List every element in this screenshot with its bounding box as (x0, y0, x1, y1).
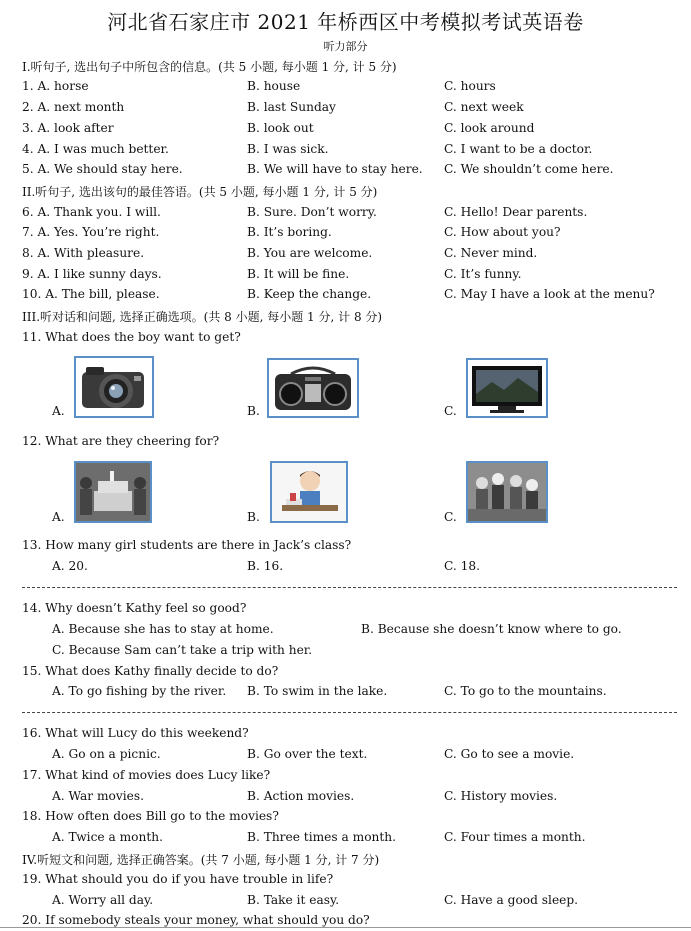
q17-option-b: B. Action movies. (247, 789, 355, 803)
dashed-divider (22, 712, 677, 713)
q17-question: 17. What kind of movies does Lucy like? (22, 768, 271, 782)
group-celebration-image (466, 461, 548, 523)
q12-option-c-label: C. (444, 510, 457, 524)
section-4-heading: IV.听短文和问题, 选择正确答案。(共 7 小题, 每小题 1 分, 计 7 分) (22, 853, 380, 867)
q8-option-a: 8. A. With pleasure. (22, 246, 145, 260)
section-3-heading: III.听对话和问题, 选择正确选项。(共 8 小题, 每小题 1 分, 计 8 分) (22, 310, 383, 324)
q18-option-c: C. Four times a month. (444, 830, 586, 844)
q2-option-a: 2. A. next month (22, 100, 125, 114)
q8-option-c: C. Never mind. (444, 246, 538, 260)
q14-option-c: C. Because Sam can’t take a trip with her. (52, 643, 313, 657)
cake-celebration-image (74, 461, 152, 523)
q16-option-a: A. Go on a picnic. (52, 747, 161, 761)
q13-question: 13. How many girl students are there in Jack’s class? (22, 538, 352, 552)
q13-option-b: B. 16. (247, 559, 284, 573)
q14-question: 14. Why doesn’t Kathy feel so good? (22, 601, 247, 615)
q19-option-b: B. Take it easy. (247, 893, 340, 907)
q12-option-a-label: A. (52, 510, 65, 524)
section-2-heading: II.听句子, 选出该句的最佳答语。(共 5 小题, 每小题 1 分, 计 5 分) (22, 185, 378, 199)
q1-option-c: C. hours (444, 79, 496, 93)
bottom-border (0, 927, 691, 928)
q12-option-b-label: B. (247, 510, 260, 524)
q5-option-c: C. We shouldn’t come here. (444, 162, 614, 176)
q6-option-b: B. Sure. Don’t worry. (247, 205, 377, 219)
q14-option-b: B. Because she doesn’t know where to go. (361, 622, 622, 636)
q4-option-b: B. I was sick. (247, 142, 329, 156)
q3-option-a: 3. A. look after (22, 121, 114, 135)
q7-option-b: B. It’s boring. (247, 225, 332, 239)
q13-option-c: C. 18. (444, 559, 481, 573)
q9-option-b: B. It will be fine. (247, 267, 350, 281)
page-subtitle: 听力部分 (323, 40, 368, 53)
q17-option-a: A. War movies. (52, 789, 145, 803)
q15-option-a: A. To go fishing by the river. (52, 684, 227, 698)
q7-option-a: 7. A. Yes. You’re right. (22, 225, 160, 239)
q11-option-c-label: C. (444, 404, 457, 418)
q10-option-c: C. May I have a look at the menu? (444, 287, 655, 301)
q1-option-a: 1. A. horse (22, 79, 89, 93)
q5-option-b: B. We will have to stay here. (247, 162, 423, 176)
q15-option-c: C. To go to the mountains. (444, 684, 607, 698)
camera-image (74, 356, 154, 418)
boy-at-desk-image (270, 461, 348, 523)
q11-option-a-label: A. (52, 404, 65, 418)
q19-option-a: A. Worry all day. (52, 893, 154, 907)
q17-option-c: C. History movies. (444, 789, 558, 803)
q10-option-a: 10. A. The bill, please. (22, 287, 160, 301)
q3-option-c: C. look around (444, 121, 535, 135)
q9-option-a: 9. A. I like sunny days. (22, 267, 162, 281)
q3-option-b: B. look out (247, 121, 314, 135)
q8-option-b: B. You are welcome. (247, 246, 373, 260)
q16-question: 16. What will Lucy do this weekend? (22, 726, 249, 740)
page-title: 河北省石家庄市 2021 年桥西区中考模拟考试英语卷 (107, 10, 584, 34)
q16-option-c: C. Go to see a movie. (444, 747, 575, 761)
q11-option-b-label: B. (247, 404, 260, 418)
q6-option-c: C. Hello! Dear parents. (444, 205, 588, 219)
q5-option-a: 5. A. We should stay here. (22, 162, 183, 176)
q9-option-c: C. It’s funny. (444, 267, 522, 281)
q20-question: 20. If somebody steals your money, what should you do? (22, 913, 370, 927)
q11-question: 11. What does the boy want to get? (22, 330, 241, 344)
q16-option-b: B. Go over the text. (247, 747, 368, 761)
q19-option-c: C. Have a good sleep. (444, 893, 579, 907)
dashed-divider (22, 587, 677, 588)
q6-option-a: 6. A. Thank you. I will. (22, 205, 161, 219)
radio-cassette-image (267, 358, 359, 418)
q19-question: 19. What should you do if you have trouble in life? (22, 872, 334, 886)
q2-option-b: B. last Sunday (247, 100, 336, 114)
q7-option-c: C. How about you? (444, 225, 561, 239)
q18-question: 18. How often does Bill go to the movies? (22, 809, 279, 823)
q15-option-b: B. To swim in the lake. (247, 684, 388, 698)
q14-option-a: A. Because she has to stay at home. (52, 622, 274, 636)
q4-option-a: 4. A. I was much better. (22, 142, 169, 156)
q12-question: 12. What are they cheering for? (22, 434, 220, 448)
q13-option-a: A. 20. (52, 559, 88, 573)
q18-option-b: B. Three times a month. (247, 830, 397, 844)
q15-question: 15. What does Kathy finally decide to do? (22, 664, 279, 678)
q1-option-b: B. house (247, 79, 301, 93)
q10-option-b: B. Keep the change. (247, 287, 372, 301)
section-1-heading: I.听句子, 选出句子中所包含的信息。(共 5 小题, 每小题 1 分, 计 5 分) (22, 60, 397, 74)
q2-option-c: C. next week (444, 100, 524, 114)
q4-option-c: C. I want to be a doctor. (444, 142, 593, 156)
q18-option-a: A. Twice a month. (52, 830, 163, 844)
television-image (466, 358, 548, 418)
